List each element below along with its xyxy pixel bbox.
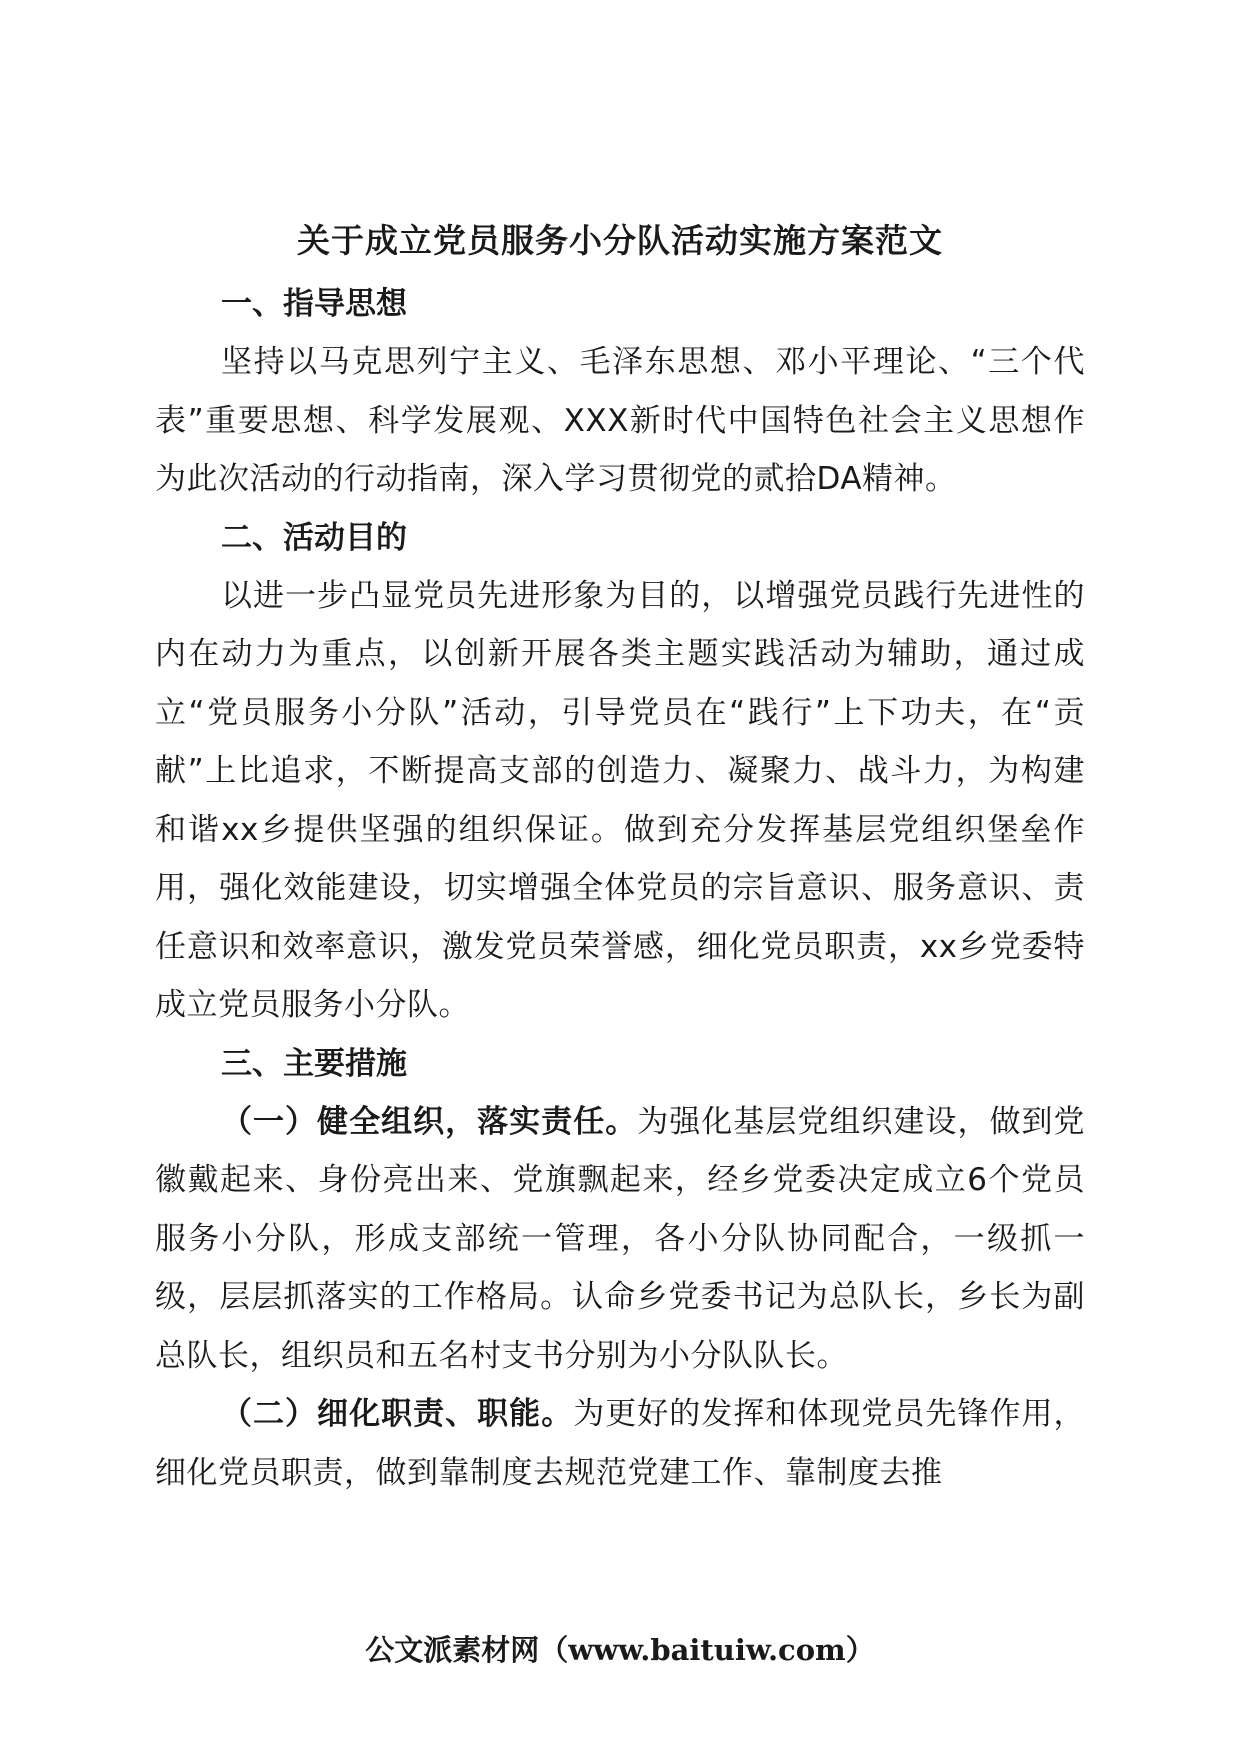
section-heading-activity-purpose: 二、活动目的 xyxy=(221,519,407,556)
document-title: 关于成立党员服务小分队活动实施方案范文 xyxy=(297,221,943,260)
subsection-lead: （一）健全组织，落实责任。 xyxy=(221,1103,638,1140)
subsection-lead: （二）细化职责、职能。 xyxy=(221,1396,574,1432)
section-paragraph: 以进一步凸显党员先进形象为目的，以增强党员践行先进性的内在动力为重点，以创新开展各类主题实践活动为辅助，通过成立“党员服务小分队”活动，引导党员在“践行”上下功夫，在“贡献”上比追求，不断提高支部的创造力、凝聚力、战斗力，为构建和谐xx乡提供坚强的组织保证。做到充分发挥基层党组织堡垒作用，强化效能建设，切实增强全体党员的宗旨意识、服务意识、责任意识和效率意识，激发党员荣誉感，细化党员职责，xx乡党委特成立党员服务小分队。 xyxy=(155,577,1085,1023)
subsection-paragraph xyxy=(155,1385,1085,1502)
document-body xyxy=(155,275,1085,1502)
section-paragraph: 坚持以马克思列宁主义、毛泽东思想、邓小平理论、“三个代表”重要思想、科学发展观、XXX新时代中国特色社会主义思想作为此次活动的行动指南，深入学习贯彻党的贰拾DA精神。 xyxy=(155,344,1085,497)
footer-watermark: 公文派素材网（www.baituiw.com） xyxy=(365,1633,875,1667)
section-heading-main-measures: 三、主要措施 xyxy=(221,1045,407,1082)
subsection-paragraph xyxy=(155,1093,1085,1386)
section-heading-guiding-ideology: 一、指导思想 xyxy=(221,286,407,322)
subsection-text: 为更好的发挥和体现党员先锋作用，细化党员职责，做到靠制度去规范党建工作、靠制度去推 xyxy=(155,1396,1086,1491)
subsection-text: 为强化基层党组织建设，做到党徽戴起来、身份亮出来、党旗飘起来，经乡党委决定成立6个党员服务小分队，形成支部统一管理，各小分队协同配合，一级抓一级，层层抓落实的工作格局。认命乡党委书记为总队长，乡长为副总队长，组织员和五名村支书分别为小分队队长。 xyxy=(155,1103,1085,1374)
